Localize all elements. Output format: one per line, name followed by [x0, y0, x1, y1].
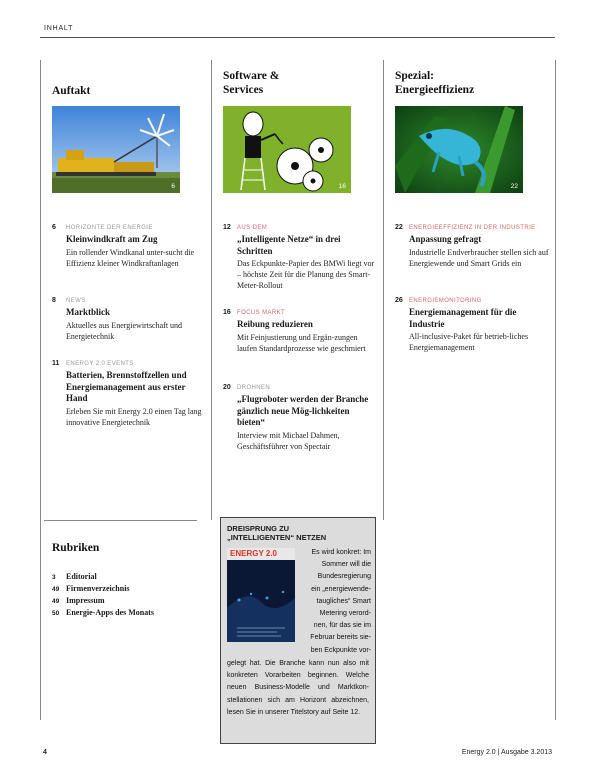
column-rule — [211, 60, 212, 520]
entry-description: Erleben Sie mit Energy 2.0 einen Tag lang innovative Energietechnik — [66, 406, 202, 427]
entry-page: 8 — [52, 297, 56, 304]
entry-description: Aktuelles aus Energiewirtschaft und Energietechnik — [66, 320, 183, 341]
rubrik-page: 3 — [52, 574, 56, 581]
teaser-line: Sommer will die — [321, 561, 371, 569]
photo-chameleon[interactable] — [395, 106, 523, 193]
rubrik-item[interactable] — [52, 607, 154, 619]
photo-page-number: 22 — [510, 183, 518, 190]
entry-title: „Intelligente Netze“ in drei Schritten — [237, 234, 341, 256]
entry-kicker: ENERGY 2.0 EVENTS — [66, 361, 134, 367]
rubrik-item[interactable] — [52, 571, 97, 583]
teaser-line: Metering verord- — [319, 610, 371, 618]
entry-title: Marktblick — [66, 307, 110, 317]
toc-entry[interactable] — [223, 309, 375, 354]
entry-kicker: HORIZONTE DER ENERGIE — [66, 225, 153, 231]
rubrik-page: 49 — [52, 598, 60, 605]
entry-kicker: FOCUS MARKT — [237, 310, 286, 316]
toc-entry[interactable] — [52, 360, 204, 428]
teaser-line: ein „energiewende- — [311, 585, 371, 593]
rubrik-label: Editorial — [66, 572, 97, 581]
header-rule — [40, 37, 555, 38]
photo-page-number: 6 — [171, 183, 175, 190]
entry-title: Anpassung gefragt — [409, 234, 482, 244]
entry-kicker: NEWS — [66, 298, 86, 304]
section-label: INHALT — [44, 25, 74, 32]
teaser-line: taugliches“ Smart — [316, 597, 371, 605]
entry-description: Mit Feinjustierung und Ergän-zungen laufen Standardprozesse wie geschmiert — [237, 332, 366, 353]
entry-title: Batterien, Brennstoffzellen und Energiemanagement aus erster Hand — [66, 370, 187, 403]
rubriken-title: Rubriken — [52, 542, 100, 554]
issue-label: Energy 2.0 | Ausgabe 3.2013 — [461, 749, 552, 756]
teaser-heading-line: „INTELLIGENTEN“ NETZEN — [227, 533, 327, 542]
rubrik-label: Firmenverzeichnis — [66, 584, 130, 593]
cover-story-teaser[interactable] — [220, 517, 376, 744]
toc-entry[interactable] — [52, 297, 204, 342]
toc-entry[interactable] — [223, 224, 375, 291]
entry-page: 12 — [223, 224, 231, 231]
teaser-body-text: gelegt hat. Die Branche kann nun also mit konkreten Vorarbeiten beginnen. Welche neuen Business-Modelle und Marktkon-stellationen sich am Horizont abzeichnen, lesen Sie in unserer Titelstory auf Seite 12. — [227, 660, 369, 716]
entry-description: All-inclusive-Paket für betrieb-liches Energiemanagement — [409, 332, 529, 352]
entry-description: Industrielle Endverbraucher stellen sich auf Energiewende und Smart Grids ein — [409, 247, 549, 268]
photo-gears-illustration[interactable] — [223, 106, 351, 193]
teaser-line: ben Eckpunkte vor- — [310, 646, 371, 654]
teaser-line: Es wird konkret: Im — [311, 549, 371, 556]
entry-title: Energiemanagement für die Industrie — [409, 307, 517, 329]
entry-page: 20 — [223, 384, 231, 391]
rubriken-rule — [44, 520, 197, 521]
entry-page: 6 — [52, 224, 56, 231]
teaser-line: nen, für das sie im — [313, 622, 371, 630]
column-rule — [383, 60, 384, 520]
toc-entry[interactable] — [395, 297, 550, 353]
rubrik-label: Energie-Apps des Monats — [66, 608, 155, 617]
entry-description: Ein rollender Windkanal unter-sucht die Effizienz kleiner Windkraftanlagen — [66, 247, 195, 268]
rubrik-page: 50 — [52, 610, 60, 617]
entry-page: 16 — [223, 309, 231, 316]
teaser-side-text — [301, 547, 371, 657]
entry-title: „Flugroboter werden der Branche gänzlich neue Mög-lichkeiten bieten“ — [237, 394, 369, 427]
magazine-cover-image[interactable] — [227, 548, 295, 642]
column-title-spezial: Spezial: Energieeffizienz — [395, 70, 475, 96]
entry-title: Kleinwindkraft am Zug — [66, 234, 158, 244]
photo-page-number: 16 — [338, 183, 346, 190]
page-number: 4 — [43, 749, 47, 756]
entry-page: 11 — [52, 360, 60, 367]
column-rule-left — [40, 60, 41, 720]
column-title-software: Software & Services — [223, 70, 280, 96]
toc-entry[interactable] — [395, 224, 550, 269]
toc-entry[interactable] — [52, 224, 204, 269]
teaser-line: Februar bereits sie- — [310, 634, 371, 642]
entry-page: 26 — [395, 297, 403, 304]
rubrik-label: Impressum — [66, 596, 105, 605]
entry-description: Das Eckpunkte-Papier des BMWi liegt vor – höchste Zeit für die Planung des Smart-Meter-Rollout — [237, 259, 375, 290]
rubrik-item[interactable] — [52, 583, 130, 595]
entry-kicker: DROHNEN — [237, 385, 271, 391]
entry-page: 22 — [395, 224, 403, 231]
teaser-heading — [227, 524, 326, 542]
entry-kicker: ENERGIEMONITORING — [409, 298, 482, 304]
rubrik-page: 49 — [52, 586, 60, 593]
entry-title: Reibung reduzieren — [237, 319, 313, 329]
entry-description: Interview mit Michael Dahmen, Geschäftsführer von Spectair — [237, 430, 340, 451]
teaser-line: Bundesregierung — [317, 573, 371, 581]
entry-kicker: ENERGIEEFFIZIENZ IN DER INDUSTRIE — [409, 225, 536, 231]
entry-kicker: AUS DEM — [237, 225, 268, 231]
column-title-auftakt: Auftakt — [52, 85, 91, 97]
photo-wind-train[interactable] — [52, 106, 180, 193]
toc-entry[interactable] — [223, 384, 375, 452]
rubrik-item[interactable] — [52, 595, 105, 607]
column-rule-right — [555, 60, 556, 720]
cover-logo: ENERGY 2.0 — [230, 549, 277, 558]
teaser-heading-line: DREISPRUNG ZU — [227, 524, 290, 533]
